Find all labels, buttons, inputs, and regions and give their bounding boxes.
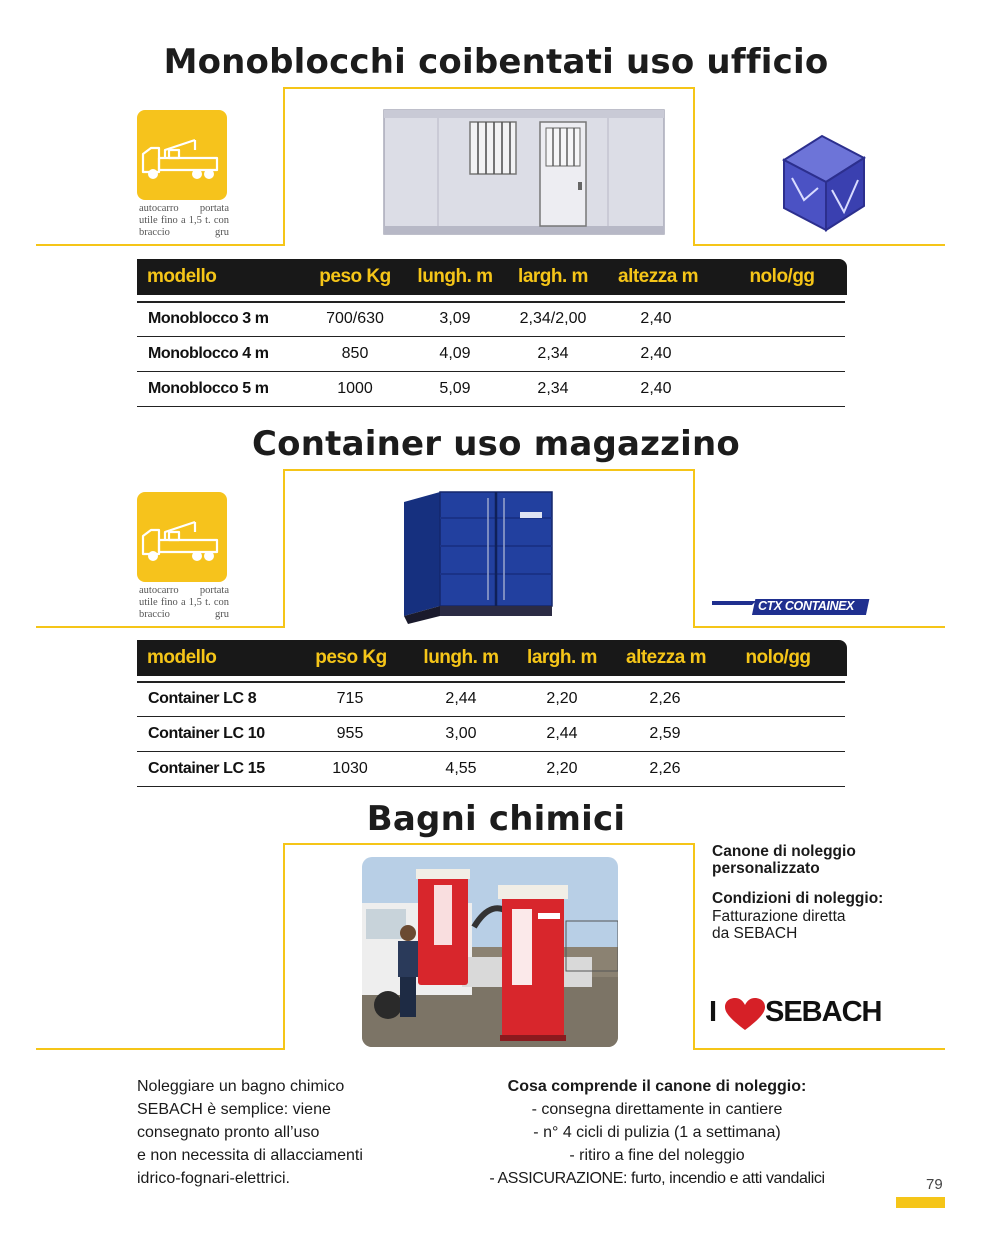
cell-model: Monoblocco 4 m [148,345,269,362]
truck-crane-icon [137,492,227,582]
container-image [400,488,556,628]
yellow-rule-vert-right [693,843,695,1050]
page-number: 79 [926,1176,943,1193]
office-table-header [137,259,847,295]
monoblocco-logo-icon [774,130,870,236]
yellow-rule-right [693,626,945,628]
cell-width: 2,20 [546,760,578,777]
cell-height: 2,40 [640,380,672,397]
sebach-logo-text: SEBACH [765,996,882,1028]
truck-caption: autocarro portata utile fino a 1,5 t. con braccio gru [139,203,229,238]
header-modello: modello [147,266,217,287]
yellow-rule-vert-right [693,87,695,246]
includes-title: Cosa comprende il canone di noleggio: [507,1078,807,1095]
yellow-rule-top [283,87,695,89]
yellow-rule-vert-left [283,469,285,628]
header-peso: peso Kg [315,647,387,668]
includes-line: - ritiro a fine del noleggio [569,1147,745,1164]
cell-width: 2,34/2,00 [519,310,587,327]
cell-length: 5,09 [439,380,471,397]
header-lunghezza: lungh. m [417,266,493,287]
yellow-rule-vert-left [283,87,285,246]
header-larghezza: largh. m [527,647,597,668]
cell-length: 4,09 [439,345,471,362]
cell-width: 2,34 [537,380,569,397]
header-lunghezza: lungh. m [423,647,499,668]
header-nolo: nolo/gg [749,266,815,287]
cell-weight: 955 [336,725,364,742]
includes-line: - n° 4 cicli di pulizia (1 a settimana) [533,1124,781,1141]
sebach-logo [709,996,899,1032]
table-row [137,337,845,372]
toilets-intro [137,1075,397,1190]
header-peso: peso Kg [319,266,391,287]
yellow-rule-left [36,626,284,628]
storage-section-title: Container uso magazzino [252,424,740,464]
cell-height: 2,40 [640,345,672,362]
page-number-bar [896,1197,945,1208]
includes-line: - ASSICURAZIONE: furto, incendio e atti vandalici [489,1170,825,1187]
yellow-rule-left [36,1048,284,1050]
chemical-toilets-photo [362,857,618,1047]
cell-width: 2,44 [546,725,578,742]
header-altezza: altezza m [618,266,698,287]
table-row [137,302,845,337]
containex-logo-icon [712,596,872,618]
truck-caption: autocarro portata utile fino a 1,5 t. con braccio gru [139,585,229,620]
cell-width: 2,20 [546,690,578,707]
cell-model: Container LC 15 [148,760,265,777]
yellow-rule-left [36,244,284,246]
yellow-rule-top [283,469,695,471]
intro-line: Noleggiare un bagno chimico [137,1078,345,1095]
table-row [137,752,845,787]
condizioni-block [712,890,932,907]
cell-weight: 715 [336,690,364,707]
canone-label [712,843,932,877]
header-altezza: altezza m [626,647,706,668]
intro-line: idrico-fognari-elettrici. [137,1170,290,1187]
cell-model: Container LC 8 [148,690,257,707]
sebach-heart-icon [725,998,765,1032]
storage-table-header [137,640,847,676]
condizioni-text: Fatturazione diretta da SEBACH [712,908,846,942]
cell-length: 4,55 [445,760,477,777]
cell-length: 3,00 [445,725,477,742]
table-row [137,682,845,717]
cell-width: 2,34 [537,345,569,362]
intro-line: SEBACH è semplice: viene [137,1101,331,1118]
cell-height: 2,40 [640,310,672,327]
containex-logo-text: CTX CONTAINEX [758,599,854,613]
yellow-rule-right [693,244,945,246]
cell-model: Monoblocco 5 m [148,380,269,397]
cell-weight: 1030 [332,760,368,777]
table-row [137,372,845,407]
condizioni-label: Condizioni di noleggio: [712,890,884,907]
cell-height: 2,26 [649,760,681,777]
office-section-title: Monoblocchi coibentati uso ufficio [163,42,829,82]
cell-weight: 850 [341,345,369,362]
toilets-includes [452,1075,862,1190]
cell-length: 3,09 [439,310,471,327]
intro-line: e non necessita di allacciamenti [137,1147,363,1164]
cell-weight: 1000 [337,380,373,397]
cell-height: 2,26 [649,690,681,707]
yellow-rule-vert-right [693,469,695,628]
yellow-rule-top [283,843,695,845]
canone-label-text: Canone di noleggio personalizzato [712,843,856,877]
sebach-logo-letter: I [709,996,718,1028]
header-nolo: nolo/gg [745,647,811,668]
toilets-section-title: Bagni chimici [366,799,626,839]
yellow-rule-vert-left [283,843,285,1050]
table-row [137,717,845,752]
includes-line: - consegna direttamente in cantiere [531,1101,783,1118]
monoblocco-image [378,100,670,240]
yellow-rule-right [693,1048,945,1050]
header-modello: modello [147,647,217,668]
cell-length: 2,44 [445,690,477,707]
header-larghezza: largh. m [518,266,588,287]
cell-model: Monoblocco 3 m [148,310,269,327]
cell-weight: 700/630 [326,310,384,327]
truck-crane-icon [137,110,227,200]
intro-line: consegnato pronto all’uso [137,1124,320,1141]
cell-model: Container LC 10 [148,725,265,742]
cell-height: 2,59 [649,725,681,742]
